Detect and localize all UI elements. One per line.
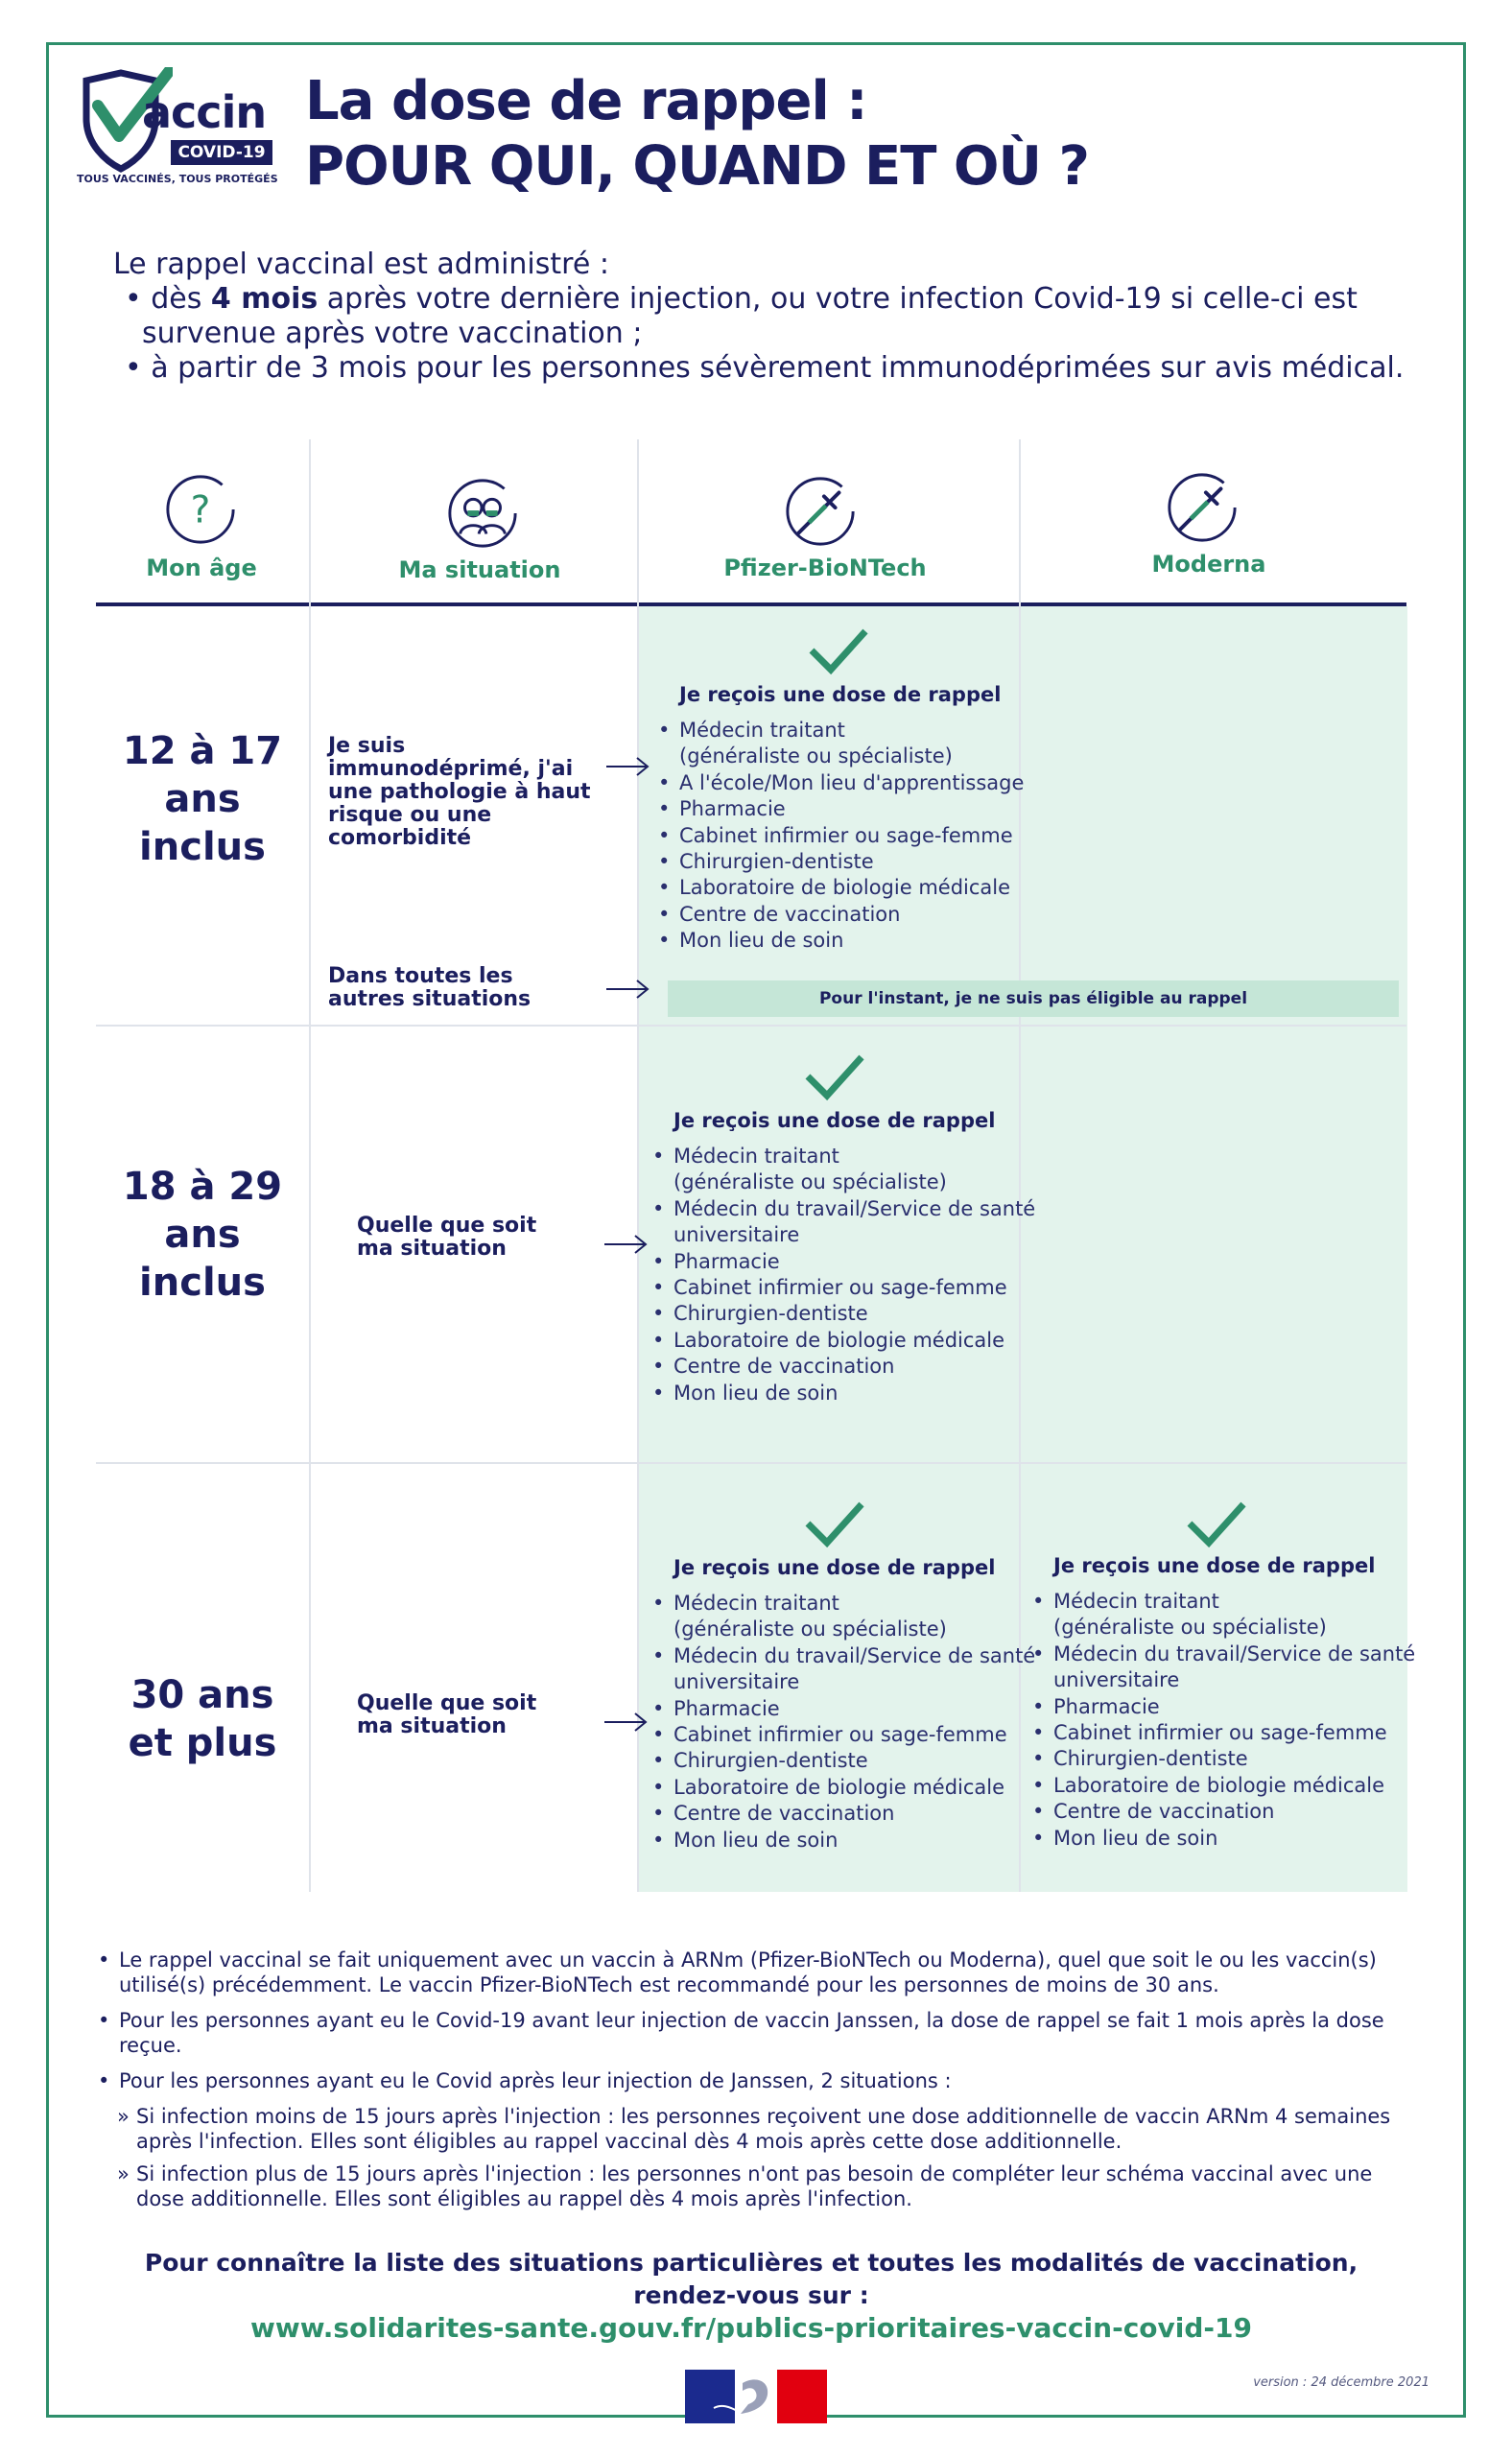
vaccin-covid-logo (77, 67, 278, 192)
logo-tagline: TOUS VACCINÉS, TOUS PROTÉGÉS (77, 173, 278, 185)
arrow-right-icon (604, 1234, 649, 1255)
list-item: • Cabinet infirmier ou sage-femme (658, 823, 1024, 849)
col-head-age: Mon âge (146, 555, 257, 581)
age-line: inclus (139, 1261, 266, 1305)
list-item: • Pharmacie (652, 1249, 1035, 1275)
list-item: • Pharmacie (1032, 1694, 1415, 1720)
arrow-right-icon (604, 1712, 649, 1733)
list-item: • Laboratoire de biologie médicale (652, 1328, 1035, 1354)
svg-text:?: ? (190, 488, 211, 532)
situation-immunodeprime: Je suis immunodéprimé, j'ai une pathologie à haut risque ou une comorbidité (328, 734, 591, 850)
list-item: • Laboratoire de biologie médicale (658, 875, 1024, 901)
list-item: (généraliste ou spécialiste) (673, 1170, 947, 1194)
list-item: • Mon lieu de soin (658, 928, 1024, 954)
intro-bullet-2: • à partir de 3 mois pour les personnes sévèrement immunodéprimées sur avis médical. (125, 351, 1405, 385)
list-item: • Centre de vaccination (652, 1354, 1035, 1380)
age-30-plus (96, 1671, 309, 1767)
list-item: • Médecin du travail/Service de santé (652, 1196, 1035, 1222)
age-line: ans (164, 777, 241, 821)
col-head-situation: Ma situation (398, 556, 561, 583)
age-line: et plus (128, 1721, 277, 1765)
situation-quelle-que-soit: Quelle que soit ma situation (357, 1214, 537, 1261)
checkmark-icon (804, 1051, 865, 1101)
checkmark-icon (808, 626, 869, 675)
list-item: • Médecin traitant (652, 1144, 1035, 1169)
intro-lead: Le rappel vaccinal est administré : (113, 248, 609, 281)
col-divider-2 (637, 439, 639, 1892)
version-label: version : 24 décembre 2021 (1253, 2375, 1429, 2390)
list-item: • Médecin traitant (652, 1591, 1035, 1617)
arrow-right-icon (606, 979, 650, 1000)
age-line: 12 à 17 (122, 729, 283, 773)
age-12-17 (96, 727, 309, 871)
age-line: 18 à 29 (122, 1165, 283, 1209)
list-item: universitaire (1053, 1668, 1180, 1692)
list-item: • Centre de vaccination (652, 1801, 1035, 1827)
situation-autres: Dans toutes les autres situations (328, 964, 532, 1011)
list-item: • Chirurgien-dentiste (1032, 1746, 1415, 1772)
ineligible-banner: Pour l'instant, je ne suis pas éligible au rappel (668, 980, 1399, 1017)
footnotes (96, 1948, 1406, 2219)
list-item: (généraliste ou spécialiste) (1053, 1616, 1327, 1640)
age-line: inclus (139, 825, 266, 869)
list-item: universitaire (673, 1223, 800, 1247)
age-line: ans (164, 1213, 241, 1257)
intro-b1-bold: 4 mois (210, 282, 319, 316)
intro-b2: à partir de 3 mois pour les personnes sévèrement immunodéprimées sur avis médical. (151, 351, 1405, 385)
list-item: (généraliste ou spécialiste) (679, 744, 953, 768)
list-item: • Laboratoire de biologie médicale (652, 1775, 1035, 1801)
checkmark-icon (1186, 1499, 1247, 1548)
list-item: • Chirurgien-dentiste (652, 1301, 1035, 1327)
note-sub-less-15: » Si infection moins de 15 jours après l'injection : les personnes reçoivent une dose additionnelle de vaccin ARNm 4 semaines après l'infection. Elles sont éligibles au rappel vaccinal dès 4 mois après cette dose additionnelle. (96, 2104, 1406, 2154)
row-divider-1 (96, 1025, 1406, 1027)
arrow-right-icon (606, 756, 650, 777)
title-line-1: La dose de rappel : (305, 70, 867, 132)
header-divider (96, 602, 1406, 606)
list-item: • Centre de vaccination (658, 902, 1024, 928)
list-item: • Pharmacie (658, 796, 1024, 822)
list-item: • Mon lieu de soin (652, 1828, 1035, 1854)
situation-quelle-que-soit: Quelle que soit ma situation (357, 1691, 537, 1738)
pfizer-r3-list (652, 1591, 1035, 1854)
col-head-pfizer: Pfizer-BioNTech (723, 555, 927, 581)
title-line-2: POUR QUI, QUAND ET OÙ ? (305, 135, 1089, 198)
moderna-r3-title: Je reçois une dose de rappel (1053, 1554, 1376, 1577)
intro-text (113, 248, 1418, 386)
age-line: 30 ans (130, 1673, 274, 1717)
syringe-icon (1165, 470, 1240, 545)
col-head-moderna: Moderna (1151, 551, 1266, 578)
question-mark-icon (163, 472, 238, 547)
logo-word: accin (142, 86, 267, 138)
list-item: • Médecin du travail/Service de santé (652, 1643, 1035, 1669)
list-item: • A l'école/Mon lieu d'apprentissage (658, 770, 1024, 796)
intro-b1-post: après votre dernière injection, ou votre infection Covid-19 si celle-ci est survenue après votre vaccination ; (142, 282, 1358, 350)
pfizer-r1-list (658, 718, 1024, 955)
list-item: • Médecin traitant (658, 718, 1024, 744)
call-to-action (96, 2247, 1406, 2345)
pfizer-r3-title: Je reçois une dose de rappel (673, 1556, 996, 1579)
note-janssen-before: • Pour les personnes ayant eu le Covid-19 avant leur injection de vaccin Janssen, la dose de rappel se fait 1 mois après la dose reçue. (96, 2008, 1406, 2058)
cta-line: Pour connaître la liste des situations particulières et toutes les modalités de vaccination, rendez-vous sur : (144, 2249, 1358, 2309)
row-divider-2 (96, 1462, 1406, 1464)
age-18-29 (96, 1163, 309, 1307)
people-masks-icon (445, 476, 520, 551)
note-sub-more-15: » Si infection plus de 15 jours après l'injection : les personnes n'ont pas besoin de compléter leur schéma vaccinal avec une dose additionnelle. Elles sont éligibles au rappel dès 4 mois après l'infection. (96, 2161, 1406, 2211)
intro-bullet-1: • dès 4 mois après votre dernière injection, ou votre infection Covid-19 si celle-ci est survenue après votre vaccination ; (125, 282, 1358, 350)
note-arnm: • Le rappel vaccinal se fait uniquement avec un vaccin à ARNm (Pfizer-BioNTech ou Moderna), quel que soit le ou les vaccin(s) utilisé(s) précédemment. Le vaccin Pfizer-BioNTech est recommandé pour les personnes de moins de 30 ans. (96, 1948, 1406, 1997)
checkmark-icon (804, 1499, 865, 1548)
note-janssen-after: • Pour les personnes ayant eu le Covid après leur injection de Janssen, 2 situations : (96, 2068, 1406, 2093)
syringe-icon (783, 474, 858, 549)
marianne-logo-icon (685, 2370, 827, 2423)
pfizer-r1-title: Je reçois une dose de rappel (679, 683, 1002, 706)
list-item: • Laboratoire de biologie médicale (1032, 1773, 1415, 1799)
cta-url-link[interactable]: www.solidarites-sante.gouv.fr/publics-prioritaires-vaccin-covid-19 (249, 2312, 1253, 2344)
list-item: • Pharmacie (652, 1696, 1035, 1722)
list-item: • Médecin traitant (1032, 1589, 1415, 1615)
intro-b1-pre: dès (151, 282, 211, 316)
list-item: • Chirurgien-dentiste (652, 1748, 1035, 1774)
logo-badge: COVID-19 (171, 140, 272, 165)
list-item: • Médecin du travail/Service de santé (1032, 1641, 1415, 1667)
list-item: • Mon lieu de soin (1032, 1826, 1415, 1852)
moderna-r3-list (1032, 1589, 1415, 1852)
list-item: • Cabinet infirmier ou sage-femme (1032, 1720, 1415, 1746)
pfizer-r2-title: Je reçois une dose de rappel (673, 1109, 996, 1132)
list-item: • Centre de vaccination (1032, 1799, 1415, 1825)
moderna-shade-row-1 (1020, 606, 1407, 1025)
pfizer-r2-list (652, 1144, 1035, 1406)
list-item: universitaire (673, 1670, 800, 1694)
list-item: • Cabinet infirmier ou sage-femme (652, 1722, 1035, 1748)
col-divider-1 (309, 439, 311, 1892)
list-item: • Mon lieu de soin (652, 1381, 1035, 1406)
list-item: (généraliste ou spécialiste) (673, 1618, 947, 1641)
list-item: • Chirurgien-dentiste (658, 849, 1024, 875)
list-item: • Cabinet infirmier ou sage-femme (652, 1275, 1035, 1301)
page-title (305, 69, 1408, 200)
